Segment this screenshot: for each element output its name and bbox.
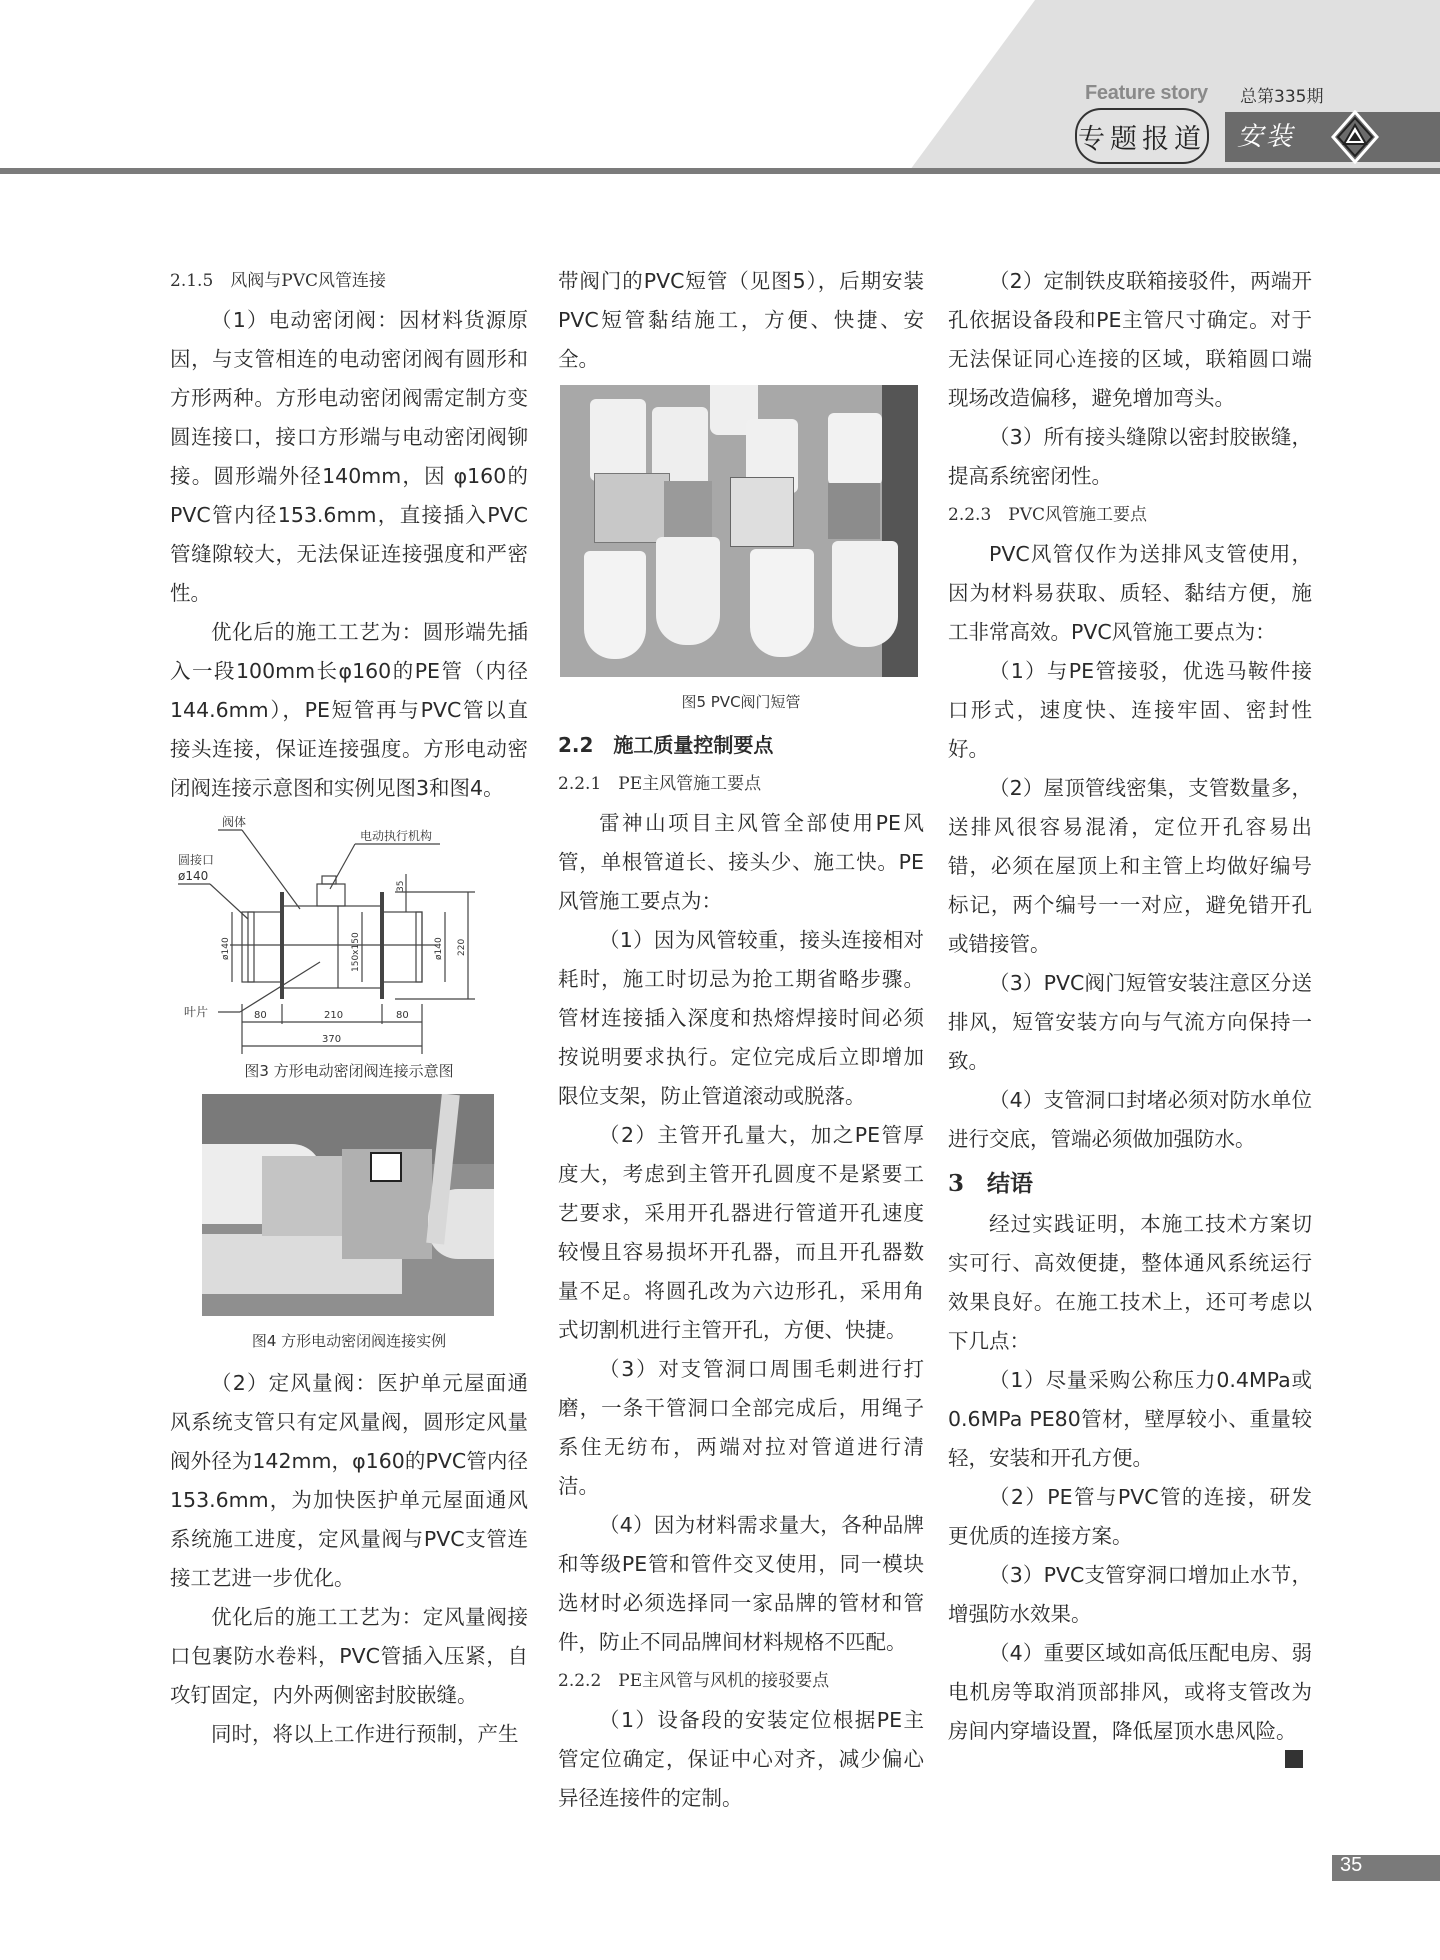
paragraph: 优化后的施工工艺为：圆形端先插入一段100mm长φ160的PE管（内径144.6mm），PE短管再与PVC管以直接头连接，保证连接强度。方形电动密闭阀连接示意图和实例见图3和图4。 (170, 620, 528, 800)
page-number: 35 (1340, 1854, 1363, 1876)
paragraph: 带阀门的PVC短管（见图5），后期安装PVC短管黏结施工，方便、快捷、安全。 (558, 269, 924, 371)
triangle-diamond-logo-icon (1331, 110, 1379, 164)
paragraph: （1）设备段的安装定位根据PE主管定位确定，保证中心对齐，减少偏心异径连接件的定制。 (558, 1708, 924, 1810)
header-background (0, 0, 1440, 170)
label-round-port: 圆接口 (178, 853, 215, 867)
dim-dia-left: ø140 (221, 937, 231, 960)
dim-220: 220 (457, 938, 467, 956)
figure-4 (170, 1094, 528, 1356)
paragraph: （1）因为风管较重，接头连接相对耗时，施工时切忌为抢工期省略步骤。管材连接插入深度和热熔焊接时间必须按说明要求执行。定位完成后立即增加限位支架，防止管道滚动或脱落。 (558, 928, 924, 1108)
paragraph: （3）所有接头缝隙以密封胶嵌缝，提高系统密闭性。 (948, 425, 1312, 488)
dim-210: 210 (324, 1010, 344, 1021)
heading-2-2-2: 2.2.2 PE主风管与风机的接驳要点 (558, 1671, 830, 1691)
paragraph: （2）主管开孔量大，加之PE管厚度大，考虑到主管开孔圆度不是紧要工艺要求，采用开孔器进行管道开孔速度较慢且容易损坏开孔器，而且开孔器数量不足。将圆孔改为六边形孔，采用角式切割机进行主管开孔，方便、快捷。 (558, 1123, 924, 1342)
figure-4-caption: 图4 方形电动密闭阀连接实例 (251, 1332, 447, 1350)
issue-number: 总第335期 (1240, 87, 1324, 107)
paragraph: （1）电动密闭阀：因材料货源原因，与支管相连的电动密闭阀有圆形和方形两种。方形电动密闭阀需定制方变圆连接口，接口方形端与电动密闭阀铆接。圆形端外径140mm，因 φ160的PVC管内径153.6mm，直接插入PVC管缝隙较大，无法保证连接强度和严密性。 (170, 308, 528, 605)
header-rule (0, 168, 1440, 174)
valve-connection-diagram (170, 814, 528, 1054)
dim-80-left: 80 (254, 1010, 267, 1021)
figure-3 (170, 814, 528, 1086)
column-3 (948, 262, 1312, 1751)
paragraph: （2）屋顶管线密集，支管数量多，送排风很容易混淆，定位开孔容易出错，必须在屋顶上和主管上均做好编号标记，两个编号一一对应，避免错开孔或错接管。 (948, 776, 1312, 956)
column-1 (170, 262, 528, 1754)
figure-5 (558, 385, 924, 717)
paragraph: 同时，将以上工作进行预制，产生 (211, 1722, 519, 1746)
paragraph: 雷神山项目主风管全部使用PE风管，单根管道长、接头少、施工快。PE风管施工要点为： (558, 811, 924, 913)
paragraph: （2）定制铁皮联箱接驳件，两端开孔依据设备段和PE主管尺寸确定。对于无法保证同心连接的区域，联箱圆口端现场改造偏移，避免增加弯头。 (948, 269, 1312, 410)
paragraph: 优化后的施工工艺为：定风量阀接口包裹防水卷料，PVC管插入压紧，自攻钉固定，内外两侧密封胶嵌缝。 (170, 1605, 528, 1707)
heading-2-2-1: 2.2.1 PE主风管施工要点 (558, 774, 762, 794)
paragraph: （3）对支管洞口周围毛刺进行打磨，一条干管洞口全部完成后，用绳子系住无纺布，两端对拉对管道进行清洁。 (558, 1357, 924, 1498)
heading-2-2-3: 2.2.3 PVC风管施工要点 (948, 505, 1147, 525)
label-valve-body: 阀体 (222, 815, 247, 829)
heading-2-2: 2.2 施工质量控制要点 (558, 733, 774, 757)
heading-2-1-5: 2.1.5 风阀与PVC风管连接 (170, 271, 386, 291)
paragraph: （4）重要区域如高低压配电房、弱电机房等取消顶部排风，或将支管改为房间内穿墙设置，降低屋顶水患风险。 (948, 1641, 1312, 1743)
paragraph: （3）PVC支管穿洞口增加止水节，增强防水效果。 (948, 1563, 1312, 1626)
dim-35: 35 (396, 880, 406, 892)
label-round-diameter: ø140 (178, 869, 209, 883)
paragraph: （2）PE管与PVC管的连接，研发更优质的连接方案。 (948, 1485, 1312, 1548)
end-of-article-mark (1285, 1750, 1303, 1768)
paragraph: （1）与PE管接驳，优选马鞍件接口形式，速度快、连接牢固、密封性好。 (948, 659, 1312, 761)
paragraph: PVC风管仅作为送排风支管使用，因为材料易获取、质轻、黏结方便，施工非常高效。PVC风管施工要点为： (948, 542, 1312, 644)
column-2 (558, 262, 924, 1818)
heading-3-conclusion: 3 结语 (948, 1170, 1034, 1197)
feature-story-label: Feature story (1085, 82, 1208, 104)
paragraph: （2）定风量阀：医护单元屋面通风系统支管只有定风量阀，圆形定风量阀外径为142mm，φ160的PVC管内径153.6mm，为加快医护单元屋面通风系统施工进度，定风量阀与PVC支管连接工艺进一步优化。 (170, 1371, 528, 1590)
dim-80-right: 80 (396, 1010, 409, 1021)
figure-5-caption: 图5 PVC阀门短管 (681, 693, 801, 711)
paragraph: （4）支管洞口封堵必须对防水单位进行交底，管端必须做加强防水。 (948, 1088, 1312, 1151)
dim-dia-right: ø140 (434, 937, 444, 960)
dim-150x150: 150x150 (351, 932, 361, 972)
paragraph: （1）尽量采购公称压力0.4MPa或0.6MPa PE80管材，壁厚较小、重量较轻，安装和开孔方便。 (948, 1368, 1312, 1470)
pvc-valve-short-pipe-photo (560, 385, 918, 677)
paragraph: 经过实践证明，本施工技术方案切实可行、高效便捷，整体通风系统运行效果良好。在施工技术上，还可考虑以下几点： (948, 1212, 1312, 1353)
paragraph: （4）因为材料需求量大，各种品牌和等级PE管和管件交叉使用，同一模块选材时必须选择同一家品牌的管材和管件，防止不同品牌间材料规格不匹配。 (558, 1513, 924, 1654)
label-actuator: 电动执行机构 (360, 829, 433, 843)
section-badge: 专题报道 (1075, 108, 1209, 164)
label-blade: 叶片 (184, 1005, 209, 1019)
paragraph: （3）PVC阀门短管安装注意区分送排风，短管安装方向与气流方向保持一致。 (948, 971, 1312, 1073)
figure-3-caption: 图3 方形电动密闭阀连接示意图 (244, 1062, 454, 1080)
dim-370: 370 (322, 1034, 342, 1045)
valve-installation-photo (202, 1094, 494, 1316)
journal-logo-text: 安装 (1237, 122, 1296, 152)
